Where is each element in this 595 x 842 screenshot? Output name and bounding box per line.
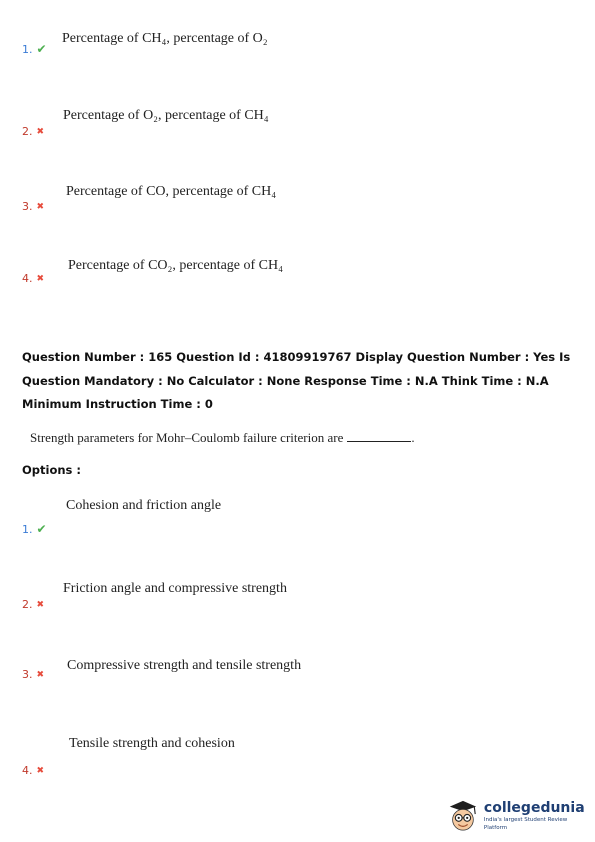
mascot-icon — [446, 796, 480, 836]
brand-tagline: India's largest Student Review Platform — [483, 817, 568, 831]
question-metadata: Question Number : 165 Question Id : 41809919767 Display Question Number : Yes Is Question Mandatory : No Calculator : None Response Time : N.A Think Time : N.A Minimum Instruction Time : 0 — [22, 350, 571, 411]
option-number-1 — [22, 522, 47, 536]
option-text: Percentage of CO₂, percentage of CH₄ — [68, 258, 284, 273]
option-number-4 — [22, 272, 44, 285]
question-end: . — [411, 430, 415, 445]
cross-icon: ✖ — [36, 273, 45, 284]
option-number-2 — [22, 125, 44, 138]
check-icon: ✔ — [36, 522, 47, 536]
collegedunia-logo — [446, 796, 586, 836]
check-icon: ✔ — [36, 42, 47, 56]
option-number-label: 4. — [22, 272, 33, 285]
brand-name: collegedunia — [483, 800, 585, 816]
option-number-label: 2. — [22, 598, 33, 611]
question-text — [30, 430, 415, 446]
option-number-4 — [22, 764, 44, 777]
cross-icon: ✖ — [36, 765, 45, 776]
option-number-3 — [22, 668, 44, 681]
option-number-label: 4. — [22, 764, 33, 777]
option-number-label: 2. — [22, 125, 33, 138]
options-label: Options : — [22, 463, 81, 477]
option-text: Percentage of CH₄, percentage of O₂ — [62, 31, 268, 46]
cross-icon: ✖ — [36, 201, 45, 212]
option-number-label: 3. — [22, 200, 33, 213]
option-text: Compressive strength and tensile strength — [67, 658, 302, 673]
cross-icon: ✖ — [36, 599, 45, 610]
option-text: Percentage of O₂, percentage of CH₄ — [63, 108, 269, 123]
option-text: Tensile strength and cohesion — [69, 736, 235, 751]
option-text: Friction angle and compressive strength — [63, 581, 287, 596]
option-number-label: 1. — [22, 522, 33, 536]
question-stem: Strength parameters for Mohr–Coulomb failure criterion are — [30, 430, 344, 445]
option-text: Cohesion and friction angle — [66, 498, 222, 513]
option-number-3 — [22, 200, 44, 213]
option-text: Percentage of CO, percentage of CH₄ — [66, 184, 277, 199]
cross-icon: ✖ — [36, 669, 45, 680]
option-number-1 — [22, 42, 47, 56]
option-number-label: 1. — [22, 42, 33, 56]
answer-blank — [347, 431, 411, 442]
option-number-label: 3. — [22, 668, 33, 681]
option-number-2 — [22, 598, 44, 611]
cross-icon: ✖ — [36, 126, 45, 137]
